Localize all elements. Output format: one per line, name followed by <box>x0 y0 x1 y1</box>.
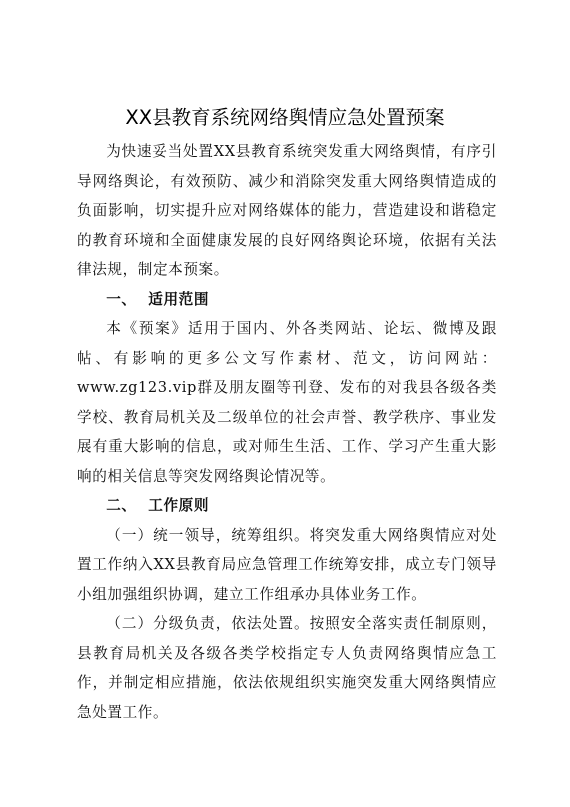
section-number: 二、 <box>106 497 137 514</box>
document-body <box>77 137 497 727</box>
document-title: XX县教育系统网络舆情应急处置预案 <box>125 106 445 129</box>
principle-paragraph-1: （一）统一领导，统筹组织。将突发重大网络舆情应对处置工作纳入XX县教育局应急管理工作统筹安排，成立专门领导小组加强组织协调，建立工作组承办具体业务工作。 <box>77 526 497 603</box>
scope-paragraph: 本《预案》适用于国内、外各类网站、论坛、微博及跟帖、有影响的更多公文写作素材、范文，访问网站：www.zg123.vip群及朋友圈等刊登、发布的对我县各级各类学校、教育局机关及二级单位的社会声誉、教学秩序、事业发展有重大影响的信息，或对师生生活、工作、学习产生重大影响的相关信息等突发网络舆论情况等。 <box>77 320 497 485</box>
section-number: 一、 <box>106 290 137 308</box>
principle-paragraph-2: （二）分级负责，依法处置。按照安全落实责任制原则，县教育局机关及各级各类学校指定专人负责网络舆情应急工作，并制定相应措施，依法依规组织实施突发重大网络舆情应急处置工作。 <box>77 615 497 721</box>
intro-paragraph: 为快速妥当处置XX县教育系统突发重大网络舆情，有序引导网络舆论，有效预防、减少和消除突发重大网络舆情造成的负面影响，切实提升应对网络媒体的能力，营造建设和谐稳定的教育环境和全面健康发展的良好网络舆论环境，依据有关法律法规，制定本预案。 <box>77 143 497 278</box>
section-heading-principles <box>77 491 497 521</box>
section-heading-scope <box>77 285 497 315</box>
section-title: 工作原则 <box>148 497 210 514</box>
section-title: 适用范围 <box>148 290 210 308</box>
